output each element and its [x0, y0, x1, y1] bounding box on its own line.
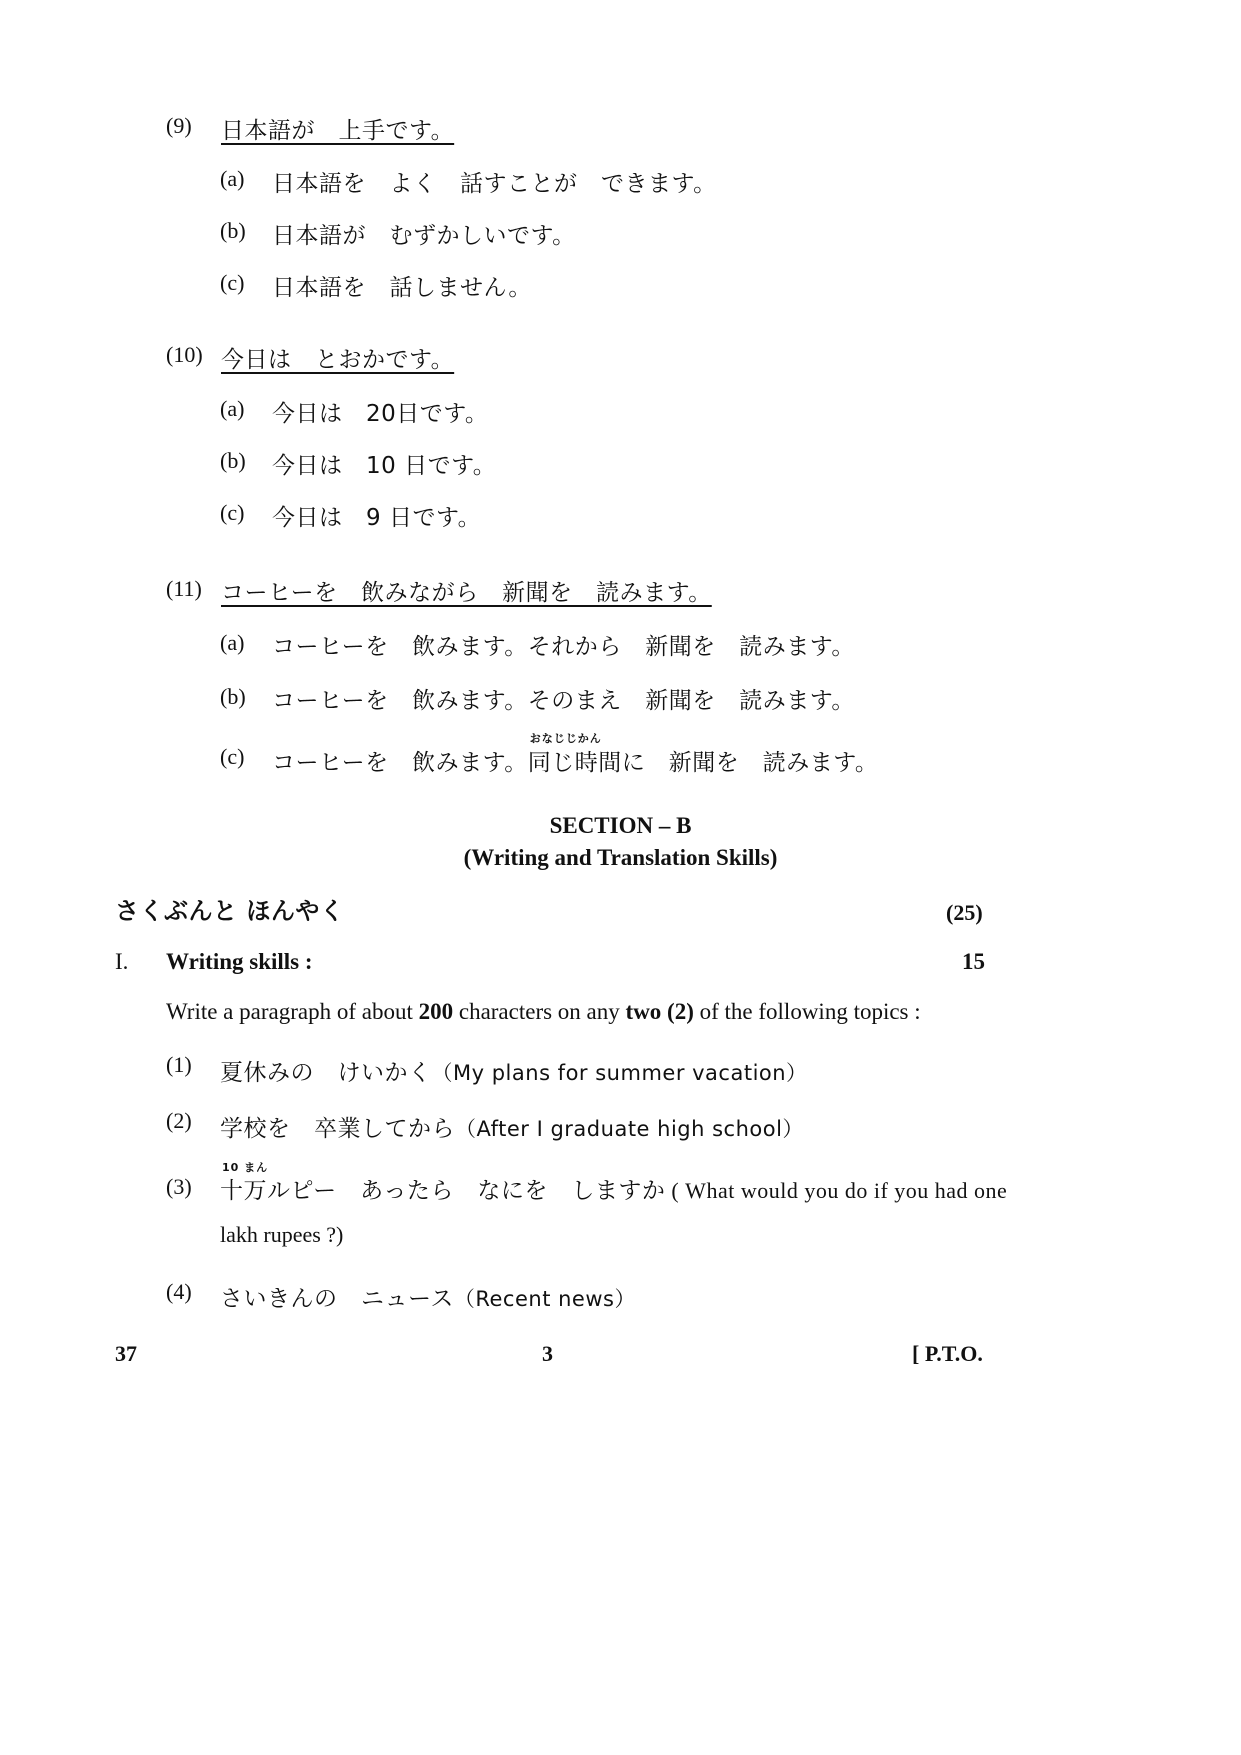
q11-option-c-ruby-reading: おなじじかん	[529, 732, 602, 745]
writing-instruction	[166, 999, 921, 1025]
q11-option-c-ruby	[527, 732, 622, 777]
topic-2-text	[220, 1110, 804, 1143]
q11-option-c-label: (c)	[220, 744, 245, 769]
topic-3-ruby-base: 十万	[220, 1178, 267, 1204]
question-9-text: 日本語が 上手です。	[221, 118, 455, 144]
question-11-number: (11)	[166, 576, 202, 601]
topic-3-ruby-reading: 10 まん	[222, 1161, 269, 1174]
topic-4-number: (4)	[166, 1279, 192, 1304]
writing-roman-numeral: I.	[115, 949, 129, 974]
footer-code: 37	[115, 1341, 137, 1366]
topic-1-jp: 夏休みの けいかく	[220, 1060, 432, 1086]
q10-option-c-text: 今日は 9 日です。	[272, 505, 482, 531]
q11-option-b-label: (b)	[220, 684, 246, 709]
q11-option-c-text-before: コーヒーを 飲みます。	[272, 750, 528, 776]
q9-option-c-label: (c)	[220, 270, 245, 295]
q11-option-a-label: (a)	[220, 630, 245, 655]
question-10-number: (10)	[166, 342, 203, 367]
q10-option-b-label: (b)	[220, 448, 246, 473]
instruction-pre: Write a paragraph of about	[166, 999, 419, 1024]
q11-option-a-text: コーヒーを 飲みます。それから 新聞を 読みます。	[272, 634, 855, 660]
instruction-post: of the following topics :	[693, 999, 921, 1024]
topic-2-number: (2)	[166, 1108, 192, 1133]
q10-option-a-text: 今日は 20日です。	[272, 401, 489, 427]
q11-option-c-text	[272, 732, 879, 777]
instruction-num: 200	[418, 999, 454, 1024]
q9-option-c-text: 日本語を 話しません。	[272, 275, 532, 301]
q9-option-b-label: (b)	[220, 218, 246, 243]
topic-1-en: （My plans for summer vacation）	[431, 1061, 808, 1085]
instruction-two: two (2)	[625, 999, 694, 1024]
instruction-mid: characters on any	[453, 999, 626, 1024]
topic-3-jp: ルピー あったら なにを しますか	[267, 1178, 666, 1204]
section-title: SECTION – B	[549, 813, 692, 838]
section-marks: (25)	[946, 900, 983, 925]
q11-option-c-text-after: に 新聞を 読みます。	[621, 750, 879, 776]
topic-3-text	[220, 1161, 1008, 1205]
q11-option-b-text: コーヒーを 飲みます。そのまえ 新聞を 読みます。	[272, 688, 855, 714]
footer-page-number: 3	[542, 1341, 553, 1366]
topic-2-en: （After I graduate high school）	[455, 1117, 804, 1141]
topic-3-number: (3)	[166, 1174, 192, 1199]
q9-option-a-label: (a)	[220, 166, 245, 191]
topic-3-en-line2: lakh rupees ?)	[220, 1222, 344, 1247]
writing-marks: 15	[962, 949, 985, 974]
section-jp-title: さくぶんと ほんやく	[115, 897, 345, 925]
topic-2-jp: 学校を 卒業してから	[220, 1116, 455, 1142]
q9-option-b-text: 日本語が むずかしいです。	[272, 223, 576, 249]
q10-option-b-text: 今日は 10 日です。	[272, 453, 497, 479]
q10-option-a-label: (a)	[220, 396, 245, 421]
topic-1-text	[220, 1054, 808, 1087]
q10-option-c-label: (c)	[220, 500, 245, 525]
section-subtitle: (Writing and Translation Skills)	[463, 845, 778, 870]
topic-3-ruby	[220, 1161, 269, 1205]
q11-option-c-ruby-base: 同じ時間	[527, 750, 622, 776]
topic-4-text	[220, 1280, 636, 1313]
question-9-number: (9)	[166, 113, 192, 138]
question-10-text: 今日は とおかです。	[221, 347, 455, 373]
footer-pto: [ P.T.O.	[912, 1341, 983, 1366]
writing-heading: Writing skills :	[166, 949, 313, 974]
topic-4-jp: さいきんの ニュース	[220, 1286, 454, 1312]
q9-option-a-text: 日本語を よく 話すことが できます。	[272, 171, 717, 197]
topic-3-en: ( What would you do if you had one	[665, 1178, 1008, 1203]
topic-4-en: （Recent news）	[453, 1287, 636, 1311]
question-11-text: コーヒーを 飲みながら 新聞を 読みます。	[221, 580, 712, 606]
topic-1-number: (1)	[166, 1052, 192, 1077]
